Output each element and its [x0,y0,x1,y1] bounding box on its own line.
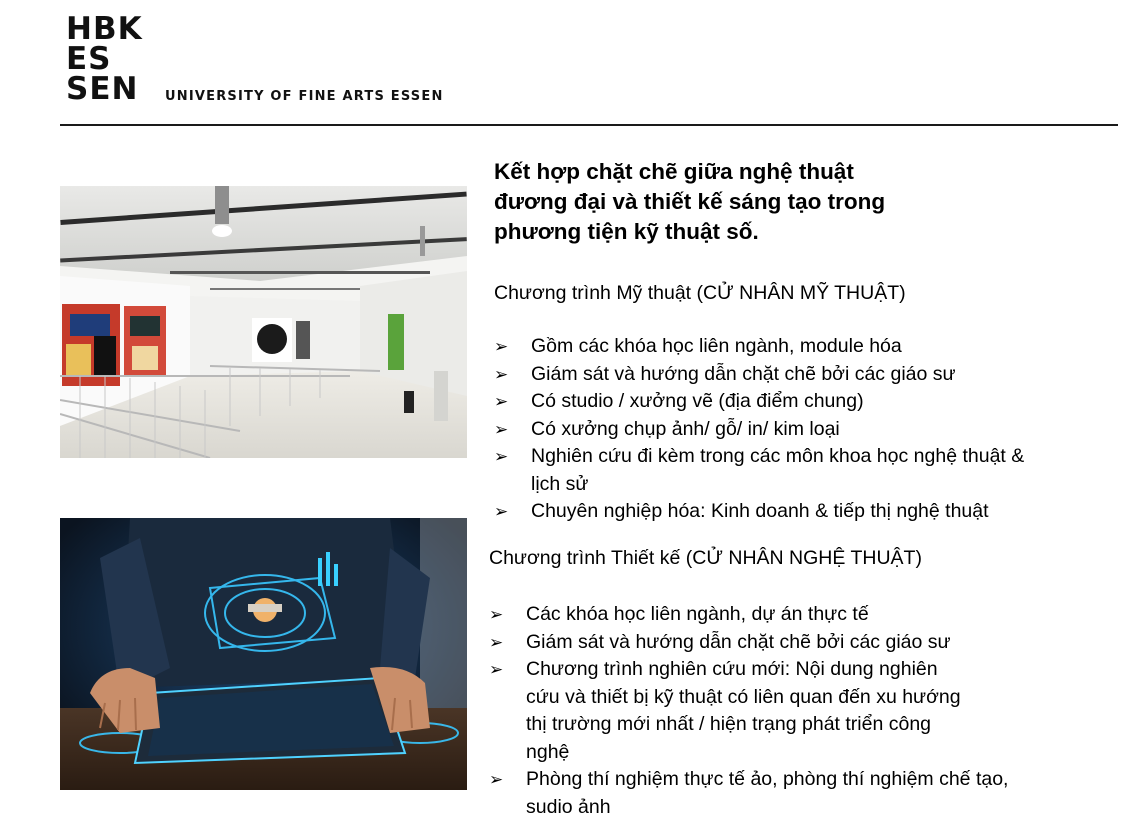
arrow-bullet-icon: ➢ [489,766,503,794]
list-item [494,498,1024,526]
arrow-bullet-icon: ➢ [494,361,508,389]
logo-line-3: SEN [66,74,143,104]
list-item-text: cứu và thiết bị kỹ thuật có liên quan đến xu hướng [526,684,1008,712]
list-item-text: Giám sát và hướng dẫn chặt chẽ bởi các giáo sư [526,629,1008,657]
arrow-bullet-icon: ➢ [494,416,508,444]
list-item-text: Chương trình nghiên cứu mới: Nội dung nghiên [526,656,1008,684]
arrow-bullet-icon: ➢ [494,498,508,526]
list-item [494,333,1024,361]
design-program-title: Chương trình Thiết kế (CỬ NHÂN NGHỆ THUẬT) [489,545,922,571]
list-item-text: sudio ảnh [526,794,1008,821]
heading-line: Kết hợp chặt chẽ giữa nghệ thuật [494,157,1014,187]
list-item [489,766,1008,821]
list-item [494,443,1024,498]
arrow-bullet-icon: ➢ [494,388,508,416]
header-divider [60,124,1118,126]
art-program-title: Chương trình Mỹ thuật (CỬ NHÂN MỸ THUẬT) [494,280,906,306]
list-item-text: thị trường mới nhất / hiện trạng phát triển công [526,711,1008,739]
list-item-text: Có studio / xưởng vẽ (địa điểm chung) [531,388,1024,416]
list-item [489,656,1008,766]
holographic-tablet-photo [60,518,467,790]
logo-line-2: ES [66,44,143,74]
list-item [494,388,1024,416]
list-item-text: Chuyên nghiệp hóa: Kinh doanh & tiếp thị nghệ thuật [531,498,1024,526]
design-program-list [489,601,1008,821]
list-item-text: Có xưởng chụp ảnh/ gỗ/ in/ kim loại [531,416,1024,444]
list-item-text: Phòng thí nghiệm thực tế ảo, phòng thí nghiệm chế tạo, [526,766,1008,794]
art-program-list [494,333,1024,526]
list-item-text: Gồm các khóa học liên ngành, module hóa [531,333,1024,361]
page-heading [494,157,1014,247]
list-item-text: lịch sử [531,471,1024,499]
arrow-bullet-icon: ➢ [494,333,508,361]
arrow-bullet-icon: ➢ [494,443,508,471]
heading-line: đương đại và thiết kế sáng tạo trong [494,187,1014,217]
list-item [489,629,1008,657]
list-item-text: Các khóa học liên ngành, dự án thực tế [526,601,1008,629]
list-item-text: Nghiên cứu đi kèm trong các môn khoa học nghệ thuật & [531,443,1024,471]
arrow-bullet-icon: ➢ [489,601,503,629]
list-item-text: nghệ [526,739,1008,767]
arrow-bullet-icon: ➢ [489,656,503,684]
hbk-essen-logo [66,14,143,104]
list-item [494,361,1024,389]
university-subtitle: UNIVERSITY OF FINE ARTS ESSEN [165,89,444,104]
arrow-bullet-icon: ➢ [489,629,503,657]
logo-line-1: HBK [66,14,143,44]
heading-line: phương tiện kỹ thuật số. [494,217,1014,247]
list-item [494,416,1024,444]
list-item-text: Giám sát và hướng dẫn chặt chẽ bởi các giáo sư [531,361,1024,389]
gallery-photo [60,186,467,458]
list-item [489,601,1008,629]
